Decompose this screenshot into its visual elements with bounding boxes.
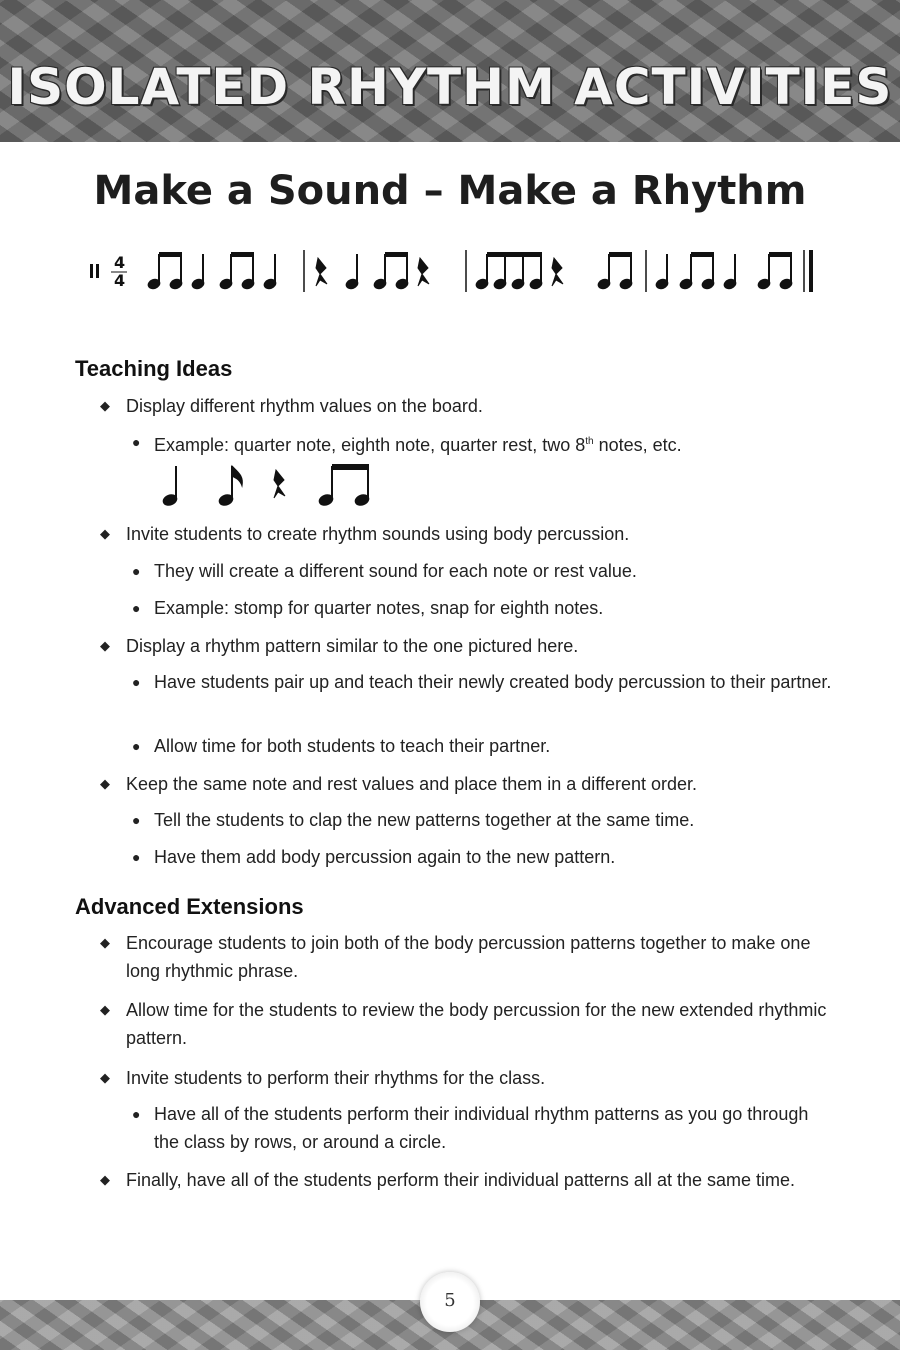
quarter-rest-icon — [274, 470, 285, 498]
list-item: ◆ Display a rhythm pattern similar to the one pictured here. — [126, 632, 846, 660]
dot-bullet-icon: ● — [132, 738, 141, 754]
example-text: Example: quarter note, eighth note, quarter rest, two 8th notes, etc. — [154, 435, 682, 455]
diamond-bullet-icon: ◆ — [100, 1070, 110, 1085]
time-sig-bottom: 4 — [114, 271, 126, 290]
dot-bullet-icon: ● — [132, 600, 141, 616]
diamond-bullet-icon: ◆ — [100, 776, 110, 791]
diamond-bullet-icon: ◆ — [100, 1172, 110, 1187]
quarter-rest-icon — [552, 258, 563, 286]
list-item: ● Allow time for both students to teach their partner. — [154, 732, 834, 760]
list-item: ◆ Invite students to perform their rhythms for the class. — [126, 1064, 846, 1092]
list-item: ● They will create a different sound for each note or rest value. — [154, 557, 834, 585]
dot-bullet-icon: ● — [132, 1106, 141, 1122]
advanced-extensions-heading: Advanced Extensions — [75, 894, 304, 919]
list-item: ◆ Invite students to create rhythm sounds using body percussion. — [126, 520, 846, 548]
teaching-ideas-heading: Teaching Ideas — [75, 356, 233, 381]
time-sig-top: 4 — [114, 253, 126, 272]
measure-2 — [316, 252, 429, 290]
list-item: ● Example: stomp for quarter notes, snap for eighth notes. — [154, 594, 834, 622]
dot-bullet-icon: ● — [132, 434, 141, 450]
list-item: ● Have them add body percussion again to the new pattern. — [154, 843, 834, 871]
measure-4 — [655, 252, 793, 290]
dot-bullet-icon: ● — [132, 849, 141, 865]
list-item: ◆ Display different rhythm values on the board. — [126, 392, 846, 420]
page-title: ISOLATED RHYTHM ACTIVITIES — [7, 58, 893, 116]
page-number: 5 — [444, 1290, 456, 1311]
quarter-rest-icon — [316, 258, 327, 286]
final-barline — [809, 250, 813, 292]
dot-bullet-icon: ● — [132, 812, 141, 828]
diamond-bullet-icon: ◆ — [100, 935, 110, 950]
rhythm-notation — [80, 238, 825, 298]
list-item: ◆ Finally, have all of the students perform their individual patterns all at the same time. — [126, 1166, 846, 1194]
measure-1 — [147, 252, 277, 290]
diamond-bullet-icon: ◆ — [100, 398, 110, 413]
list-item — [132, 428, 834, 459]
list-item: ● Have all of the students perform their individual rhythm patterns as you go through the class by rows, or around a circle. — [154, 1100, 834, 1156]
dot-bullet-icon: ● — [132, 563, 141, 579]
diamond-bullet-icon: ◆ — [100, 1002, 110, 1017]
measure-3 — [475, 252, 633, 290]
list-item: ◆ Keep the same note and rest values and place them in a different order. — [126, 770, 846, 798]
diamond-bullet-icon: ◆ — [100, 526, 110, 541]
diamond-bullet-icon: ◆ — [100, 638, 110, 653]
start-repeat-icon — [90, 264, 99, 278]
list-item: ● Have students pair up and teach their newly created body percussion to their partner. — [154, 668, 834, 696]
quarter-rest-icon — [418, 258, 429, 286]
note-values-illustration — [150, 458, 390, 512]
header-banner — [0, 0, 900, 142]
list-item: ◆ Allow time for the students to review the body percussion for the new extended rhythmic pattern. — [126, 996, 846, 1052]
list-item: ◆ Encourage students to join both of the body percussion patterns together to make one long rhythmic phrase. — [126, 929, 846, 985]
dot-bullet-icon: ● — [132, 674, 141, 690]
activity-subtitle: Make a Sound – Make a Rhythm — [93, 168, 807, 214]
page-number-badge — [420, 1272, 480, 1332]
list-item: ● Tell the students to clap the new patterns together at the same time. — [154, 806, 834, 834]
